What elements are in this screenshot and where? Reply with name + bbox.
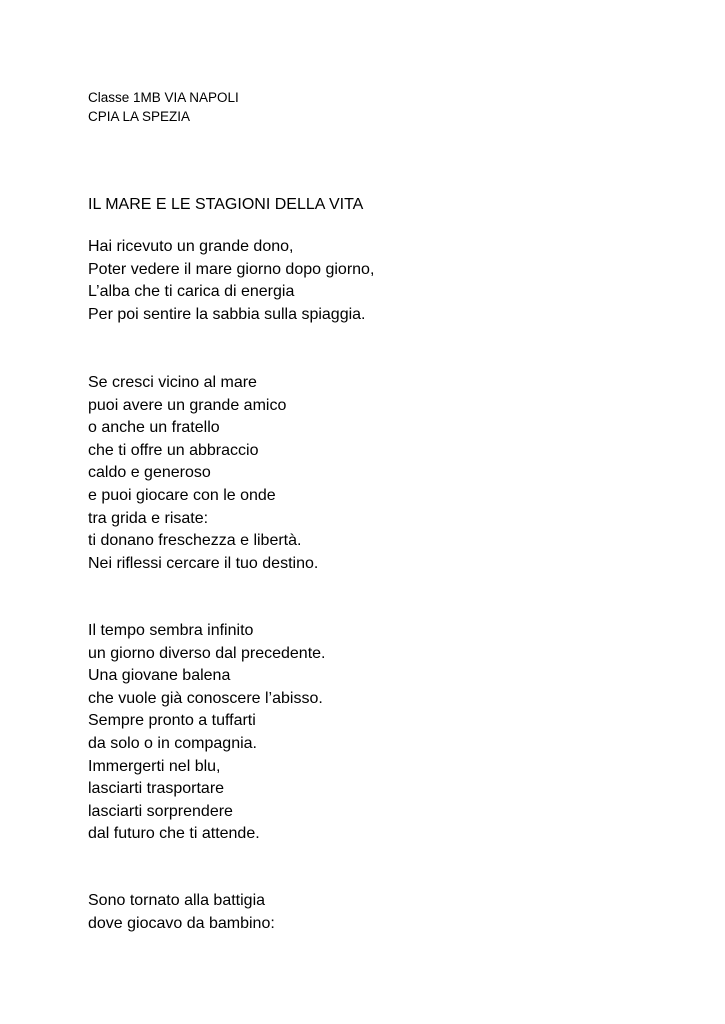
poem-line: Poter vedere il mare giorno dopo giorno, [88,260,375,278]
poem-line: Sono tornato alla battigia [88,892,266,909]
poem-line: L’alba che ti carica di energia [88,283,295,301]
poem-line: che vuole già conoscere l’abisso. [88,689,323,707]
poem-line: Per poi sentire la sabbia sulla spiaggia. [88,305,366,323]
poem-stanza [88,236,374,326]
poem-stanza [88,620,326,846]
poem-title: IL MARE E LE STAGIONI DELLA VITA [88,196,364,213]
poem-line: Immergerti nel blu, [88,757,221,775]
poem-line: da solo o in compagnia. [88,734,257,752]
school-label: CPIA LA SPEZIA [88,109,191,124]
poem-line: lasciarti trasportare [88,780,225,798]
poem-line: Hai ricevuto un grande dono, [88,238,294,255]
poem-line: puoi avere un grande amico [88,396,287,414]
poem-line: Nei riflessi cercare il tuo destino. [88,554,319,572]
poem-stanza [88,890,275,935]
poem-line: dal futuro che ti attende. [88,825,260,843]
poem-line: dove giocavo da bambino: [88,914,275,932]
document-header [88,88,239,126]
poem-stanza [88,372,318,575]
poem-line: ti donano freschezza e libertà. [88,532,302,550]
poem-line: Il tempo sembra infinito [88,622,254,639]
poem-line: lasciarti sorprendere [88,802,233,820]
poem-line: tra grida e risate: [88,509,209,527]
class-label: Classe 1MB VIA NAPOLI [88,90,239,105]
poem-line: caldo e generoso [88,464,211,482]
poem-line: un giorno diverso dal precedente. [88,644,326,662]
poem-line: o anche un fratello [88,419,220,437]
poem-line: che ti offre un abbraccio [88,441,259,459]
poem-line: e puoi giocare con le onde [88,486,276,504]
poem-line: Una giovane balena [88,667,231,685]
poem-line: Sempre pronto a tuffarti [88,712,256,730]
poem-line: Se cresci vicino al mare [88,374,257,391]
